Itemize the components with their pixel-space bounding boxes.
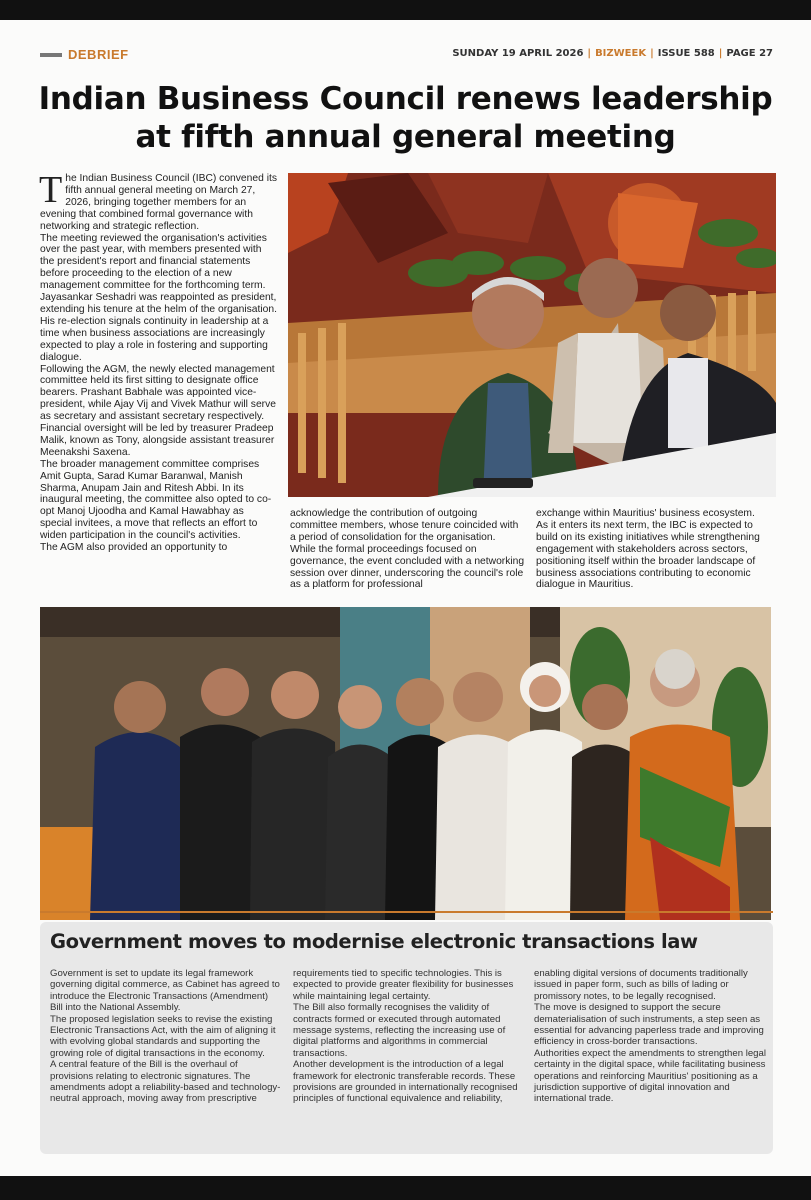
issue-number: ISSUE 588 — [657, 48, 715, 59]
article-paragraph: he Indian Business Council (IBC) convened its fifth annual general meeting on March 27, 2026, bringing together members for an evening that combined formal governance with networking and strategic reflection. — [40, 173, 277, 232]
photo-group-of-women — [40, 607, 771, 920]
sidebar-paragraph: Authorities expect the amendments to strengthen legal certainty in the digital space, while facilitating business operations and reinforcing Mauritius' positioning as a jurisdiction supportive of digital innovation and international trade. — [534, 1047, 766, 1105]
article-paragraph: Following the AGM, the newly elected management committee held its first sitting to designate office bearers. Prashant Babhale was appointed vice-president, while Ajay Vij and Vivek Mathur will serve as secretary and assistant secretary respectively. Financial oversight will be led by treasurer Pradeep Malik, known as Tony, alongside assistant treasurer Meenakshi Saxena. — [40, 363, 276, 458]
article-column-3 — [536, 508, 774, 591]
sidebar-paragraph: enabling digital versions of documents traditionally issued in paper form, such as bills of lading or promissory notes, to be legally recognised. — [534, 968, 748, 1002]
top-frame-bar — [0, 0, 811, 20]
article-column-1 — [39, 169, 278, 554]
sidebar-story-title: Government moves to modernise electronic transactions law — [50, 930, 698, 953]
article-paragraph: As it enters its next term, the IBC is expected to build on its existing initiatives while strengthening engagement with stakeholders across sectors, positioning itself within the broader landscape of business associations contributing to economic dialogue in Mauritius. — [536, 519, 760, 591]
photo-illustration — [40, 607, 771, 920]
article-paragraph: The AGM also provided an opportunity to — [40, 542, 228, 554]
sidebar-paragraph: The Bill also formally recognises the validity of contracts formed or executed through automated message systems, reflecting the increasing use of digital platforms and algorithms in commercial transactions. — [293, 1002, 506, 1059]
drop-cap: T — [39, 169, 63, 211]
sidebar-paragraph: Another development is the introduction of a legal framework for electronic transferable records. These provisions are grounded in internationally recognised principles of functional equivalence and reliability, — [293, 1059, 518, 1105]
bottom-frame-bar — [0, 1176, 811, 1200]
separator: | — [650, 48, 654, 59]
section-label: DEBRIEF — [68, 47, 129, 62]
article-column-2 — [290, 508, 526, 591]
article-paragraph: acknowledge the contribution of outgoing committee members, whose tenure coincided with a period of consolidation for the organisation. — [290, 508, 519, 543]
issue-info — [452, 48, 773, 59]
issue-date: SUNDAY 19 APRIL 2026 — [452, 48, 584, 59]
section-tag — [40, 47, 129, 62]
article-paragraph: The broader management committee comprises Amit Gupta, Sarad Kumar Baranwal, Manish Sharma, Anupam Jain and Ritesh Abbi. In its inaugural meeting, the committee also opted to co-opt Manoj Ujoodha and Kamal Hawabhay as special invitees, a move that reflects an effort to widen participation in the council's activities. — [40, 458, 272, 542]
article-paragraph: The meeting reviewed the organisation's activities over the past year, with members presented with the president's report and financial statements before proceeding to the election of a new management committee for the forthcoming term. — [40, 232, 267, 292]
sidebar-paragraph: A central feature of the Bill is the overhaul of provisions relating to electronic signatures. The amendments adopt a reliability-based and technology-neutral approach, moving away from prescriptive — [50, 1059, 281, 1105]
separator: | — [587, 48, 592, 59]
article-paragraph: While the formal proceedings focused on governance, the event concluded with a networking session over dinner, underscoring the council's role as a platform for professional — [290, 543, 525, 591]
article-paragraph: Jayasankar Seshadri was reappointed as president, extending his tenure at the helm of the organisation. His re-election signals continuity in leadership at a time when business associations are increasingly expected to play a role in fostering and supporting dialogue. — [40, 292, 277, 363]
headline-line-1: Indian Business Council renews leadership — [38, 81, 773, 117]
headline-line-2: at fifth annual general meeting — [135, 119, 676, 155]
photo-dignitaries-applauding — [288, 173, 776, 497]
sidebar-column-2 — [293, 968, 523, 1105]
section-divider — [40, 911, 773, 913]
article-headline — [30, 80, 781, 156]
sidebar-column-1 — [50, 968, 282, 1105]
sidebar-paragraph: The move is designed to support the secure dematerialisation of such instruments, a step seen as essential for advancing paperless trade and improving efficiency in cross-border transactions. — [534, 1002, 764, 1048]
newspaper-page — [0, 20, 811, 1176]
sidebar-column-3 — [534, 968, 766, 1105]
page-number: PAGE 27 — [726, 48, 773, 59]
sidebar-story-panel — [40, 922, 773, 1154]
separator: | — [718, 48, 723, 59]
section-dash — [40, 53, 62, 57]
sidebar-paragraph: The proposed legislation seeks to revise the existing Electronic Transactions Act, with the aim of aligning it with evolving global standards and supporting the growing role of digital transactions in the economy. — [50, 1013, 276, 1059]
publication-name: BIZWEEK — [595, 48, 647, 59]
article-paragraph: exchange within Mauritius' business ecosystem. — [536, 508, 755, 519]
photo-illustration — [288, 173, 776, 497]
sidebar-paragraph: requirements tied to specific technologies. This is expected to provide greater flexibility for businesses while maintaining legal certainty. — [293, 968, 514, 1002]
sidebar-paragraph: Government is set to update its legal framework governing digital commerce, as Cabinet has agreed to introduce the Electronic Transactions (Amendment) Bill into the National Assembly. — [50, 968, 280, 1014]
